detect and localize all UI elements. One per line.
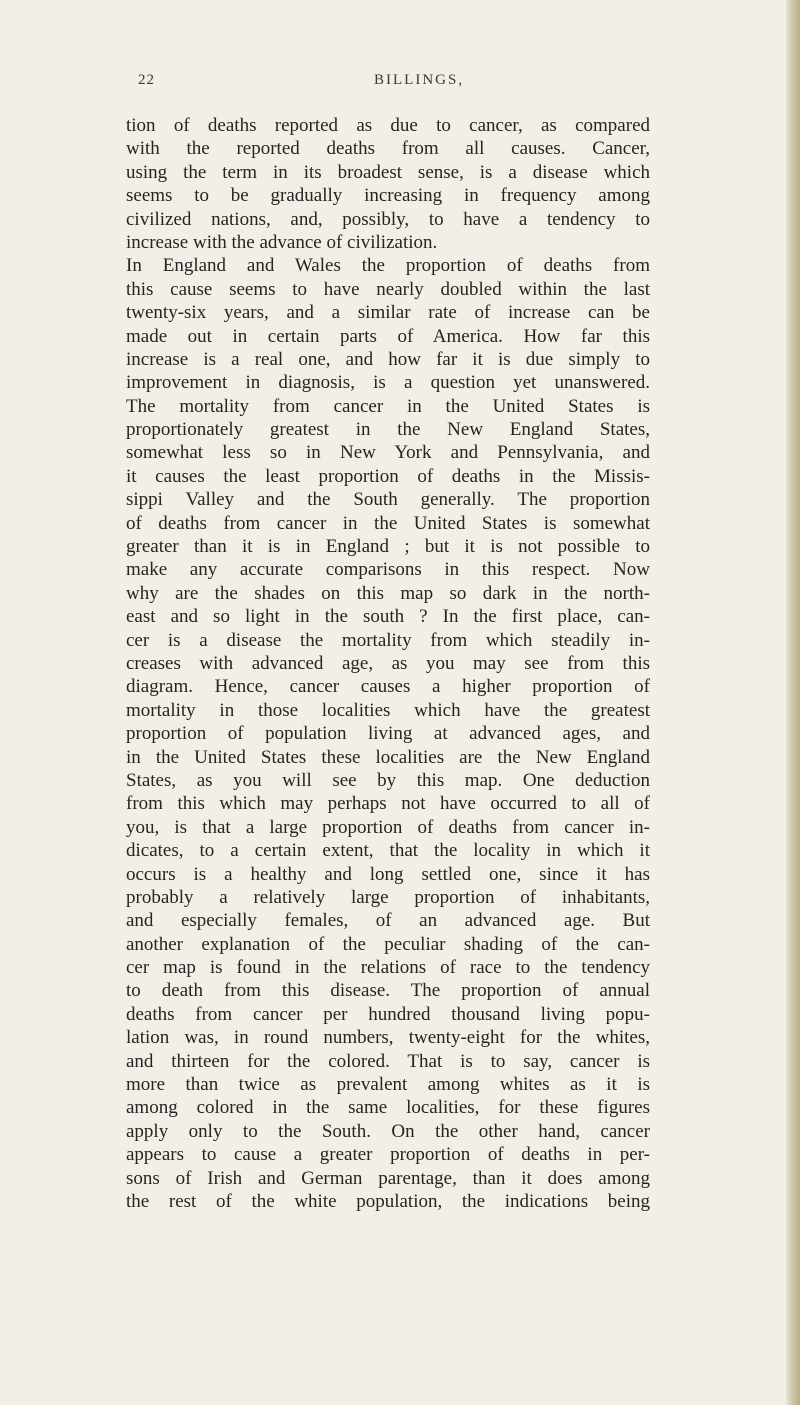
text-line: States, as you will see by this map. One deduction xyxy=(126,769,650,791)
text-line: greater than it is in England ; but it is not possible to xyxy=(126,536,650,558)
text-line: and especially females, of an advanced age. But xyxy=(126,910,650,932)
text-line: with the reported deaths from all causes. Cancer, xyxy=(126,138,650,160)
page-edge xyxy=(786,0,800,1405)
text-line: cer is a disease the mortality from which steadily in- xyxy=(126,629,650,651)
text-line: the rest of the white population, the indications being xyxy=(126,1190,650,1212)
text-line: made out in certain parts of America. How far this xyxy=(126,325,650,347)
text-line: probably a relatively large proportion of inhabitants, xyxy=(126,886,650,908)
text-line: diagram. Hence, cancer causes a higher proportion of xyxy=(126,676,650,698)
text-line: this cause seems to have nearly doubled within the last xyxy=(126,278,650,300)
text-line: another explanation of the peculiar shading of the can- xyxy=(126,933,650,955)
text-line: of deaths from cancer in the United States is somewhat xyxy=(126,512,650,534)
text-line: it causes the least proportion of deaths in the Missis- xyxy=(126,465,650,487)
text-line: more than twice as prevalent among whites as it is xyxy=(126,1074,650,1096)
text-line: cer map is found in the relations of race to the tendency xyxy=(126,957,650,979)
text-line: dicates, to a certain extent, that the locality in which it xyxy=(126,840,650,862)
text-line: and thirteen for the colored. That is to say, cancer is xyxy=(126,1050,650,1072)
text-line: to death from this disease. The proportion of annual xyxy=(126,980,650,1002)
text-line: sons of Irish and German parentage, than it does among xyxy=(126,1167,650,1189)
text-line: sippi Valley and the South generally. The proportion xyxy=(126,489,650,511)
running-head xyxy=(126,72,650,98)
text-line: mortality in those localities which have the greatest xyxy=(126,699,650,721)
text-line: civilized nations, and, possibly, to have a tendency to xyxy=(126,208,650,230)
text-line: The mortality from cancer in the United States is xyxy=(126,395,650,417)
text-line: occurs is a healthy and long settled one, since it has xyxy=(126,863,650,885)
text-line: appears to cause a greater proportion of deaths in per- xyxy=(126,1144,650,1166)
running-title: BILLINGS, xyxy=(374,72,465,88)
text-line: using the term in its broadest sense, is a disease which xyxy=(126,161,650,183)
text-line: increase is a real one, and how far it is due simply to xyxy=(126,348,650,370)
text-line: creases with advanced age, as you may see from this xyxy=(126,652,650,674)
text-line: why are the shades on this map so dark in the north- xyxy=(126,582,650,604)
text-line: in the United States these localities are the New England xyxy=(126,746,650,768)
text-line: improvement in diagnosis, is a question yet unanswered. xyxy=(126,372,650,394)
text-line: twenty-six years, and a similar rate of increase can be xyxy=(126,302,650,324)
text-line: somewhat less so in New York and Pennsylvania, and xyxy=(126,442,650,464)
text-line: proportion of population living at advanced ages, and xyxy=(126,723,650,745)
text-line: east and so light in the south ? In the first place, can- xyxy=(126,606,650,628)
text-line: apply only to the South. On the other hand, cancer xyxy=(126,1120,650,1142)
text-line: from this which may perhaps not have occurred to all of xyxy=(126,793,650,815)
page-number: 22 xyxy=(138,72,155,88)
text-line: seems to be gradually increasing in frequency among xyxy=(126,185,650,207)
text-line: make any accurate comparisons in this respect. Now xyxy=(126,559,650,581)
text-line: among colored in the same localities, for these figures xyxy=(126,1097,650,1119)
body-text xyxy=(126,114,650,1213)
text-line: lation was, in round numbers, twenty-eight for the whites, xyxy=(126,1027,650,1049)
text-line: deaths from cancer per hundred thousand living popu- xyxy=(126,1003,650,1025)
text-line: tion of deaths reported as due to cancer, as compared xyxy=(126,115,650,136)
text-line: you, is that a large proportion of deaths from cancer in- xyxy=(126,816,650,838)
text-line: proportionately greatest in the New England States, xyxy=(126,419,650,441)
text-line: In England and Wales the proportion of deaths from xyxy=(126,255,650,277)
text-line: increase with the advance of civilization. xyxy=(126,231,438,253)
